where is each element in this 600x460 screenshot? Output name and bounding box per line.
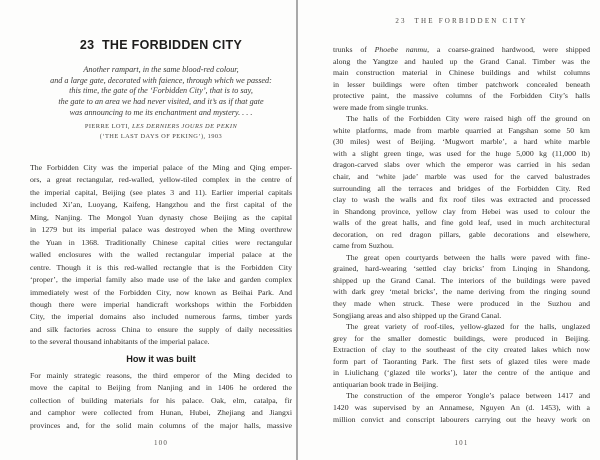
text-line: Extraction of clay to the southeast of the city created lakes which now — [333, 345, 590, 355]
page-gutter-line — [296, 0, 298, 460]
text-line: Songjiang areas and also shipped up the Grand Canal. — [333, 310, 502, 320]
text-line: clay to wash the walls and fix roof tiles was extracted and processed — [333, 195, 590, 205]
epigraph-line: this time, the gate of the ‘Forbidden City’, that is to say, — [69, 86, 253, 96]
text-line: were made from single trunks. — [333, 102, 429, 112]
text-line: in 1279 but its imperial palace was destroyed when the Ming overthrew — [30, 225, 292, 235]
text-line: dragon-carved slabs over which the emperor was carried in his sedan — [333, 160, 590, 170]
epigraph-line: the gate to an area we had never visited, and it’s as if that gate — [58, 97, 264, 107]
epigraph-line: Another rampart, in the same blood-red colour, — [83, 65, 239, 74]
text-line: came from Suzhou. — [333, 241, 394, 251]
text-line: protective paint, the massive columns of the Forbidden City’s halls — [333, 91, 590, 101]
text-line: immediately west of the Forbidden City, now known as Beihai Park. And — [30, 287, 292, 297]
text-line: ‘proper’, the imperial family also made use of the lake and garden complex — [30, 275, 292, 285]
text-line: The halls of the Forbidden City were raised high off the ground on — [346, 114, 590, 124]
text-line: 1420 was supervised by an Annamese, Nguyen An (d. 1453), with a — [333, 402, 590, 412]
epigraph-line: and a large gate, decorated with faience, through which we passed: — [50, 75, 272, 85]
text-line: main construction material in Chinese buildings and whilst columns — [333, 68, 590, 78]
text-line: centre. Though it is this red-walled rectangle that is the Forbidden City — [30, 262, 292, 272]
section-heading: How it was built — [126, 353, 196, 364]
text-line: The construction of the emperor Yongle’s palace between 1417 and — [346, 391, 590, 401]
text-line: the Yuan in 1368. Traditionally Chinese capital cities were rectangular — [30, 237, 292, 247]
right-page — [333, 0, 590, 460]
text-line: walls of the great halls, and fine gold leaf, used in much architectural — [333, 218, 590, 228]
left-page-body — [30, 162, 292, 432]
epigraph-attribution — [30, 122, 292, 141]
text-line: Ming, Nanjing. The Mongol Yuan dynasty chose Beijing as the capital — [30, 212, 292, 222]
text-line: shipped up the Grand Canal. The interiors of the buildings were paved — [333, 275, 590, 285]
text-line: provinces and, for the solid main columns of the major halls, massive — [30, 420, 292, 430]
text-line: City, the imperial domains also included numerous farms, timber yards — [30, 312, 292, 322]
text-line: walled enclosures with the walled rectangular imperial palace at the — [30, 250, 292, 260]
attribution-line: PIERRE LOTI, LES DERNIERS JOURS DE PEKIN — [84, 123, 238, 130]
text-line: though there were imperial handicraft workshops within the Forbidden — [30, 299, 292, 309]
text-line: with dark grey ‘metal bricks’, the name deriving from the ringing sound — [333, 287, 590, 297]
text-line: they made when struck. These were produced in the Suzhou and — [333, 299, 590, 309]
left-page-number: 100 — [153, 439, 169, 447]
text-line: move the capital to Beijing from Nanjing and in 1406 he ordered the — [30, 383, 292, 393]
text-line: in Shandong province, yellow clay from Hebei was used to colour the — [333, 206, 590, 216]
text-line: in lesser buildings were often timber patchwork concealed beneath — [333, 79, 590, 89]
text-line: white platforms, made from marble quarried at Fangshan some 50 km — [333, 125, 590, 135]
text-line: grained, hard-wearing ‘settled clay bricks’ from Linqing in Shandong, — [333, 264, 590, 274]
text-line: chair, and ‘white jade’ marble was used for the carved balustrades — [333, 172, 590, 182]
text-line: to the several thousand inhabitants of the imperial palace. — [30, 337, 210, 347]
left-page — [30, 0, 292, 460]
epigraph-line: was announcing to me its enchantment and mystery. . . . — [69, 107, 253, 117]
text-line: form part of Taoranting Park. The first sets of glazed tiles were made — [333, 356, 590, 366]
text-line: collection of building materials for his palace. Oak, elm, catalpa, fir — [30, 395, 292, 405]
text-line: grey for the smaller domestic buildings, were produced in Beijing. — [333, 333, 590, 343]
text-line: antiquarian book trade in Beijing. — [333, 379, 439, 389]
text-line: with a slight green tinge, was used for the huge 5,000 kg (11,000 lb) — [333, 148, 590, 158]
text-line: (30 miles) west of Beijing. ‘Mugwort marble’, a hard white marble — [333, 137, 590, 147]
right-page-body — [333, 44, 590, 425]
text-line: The great open courtyards between the halls were paved with fine- — [346, 252, 590, 262]
text-line: along the Yangtze and hauled up the Grand Canal. Timber was the — [333, 56, 590, 66]
text-line: For mainly strategic reasons, the third emperor of the Ming decided to — [30, 370, 292, 380]
text-line: and silk factories across China to ensure the supply of daily necessities — [30, 324, 292, 334]
attribution-line: (‘THE LAST DAYS OF PEKING’), 1903 — [99, 132, 223, 140]
text-line: million convict and conscript labourers carrying out the heavy work on — [333, 414, 590, 424]
text-line: decoration, on red dragon pillars, gable decorations and elsewhere, — [333, 229, 590, 239]
text-line: trunks of Phoebe nanmu, a coarse-grained hardwood, were shipped — [333, 45, 591, 54]
text-line: surrounding all the terraces and bridges of the Forbidden City. Red — [333, 183, 590, 193]
text-line: included Xi’an, Luoyang, Kaifeng, Hangzhou and the first capital of the — [30, 200, 292, 210]
text-line: The Forbidden City was the imperial palace of the Ming and Qing emper- — [30, 163, 292, 172]
epigraph — [30, 65, 292, 119]
right-page-number: 101 — [454, 439, 469, 447]
text-line: The great variety of roof-tiles, yellow-glazed for the halls, unglazed — [346, 322, 590, 332]
running-header: 23 THE FORBIDDEN CITY — [395, 17, 528, 25]
text-line: in Liulichang (‘glazed tile works’), later the centre of the antique and — [333, 368, 590, 378]
chapter-title: 23 THE FORBIDDEN CITY — [79, 38, 243, 52]
text-line: and camphor were collected from Hunan, Hubei, Zhejiang and Jiangxi — [30, 408, 292, 418]
text-line: the imperial capital, Beijing (see plates 3 and 11). Earlier imperial capitals — [30, 187, 292, 197]
text-line: ors, a great rectangular, red-walled, yellow-tiled complex in the centre of — [30, 175, 292, 185]
